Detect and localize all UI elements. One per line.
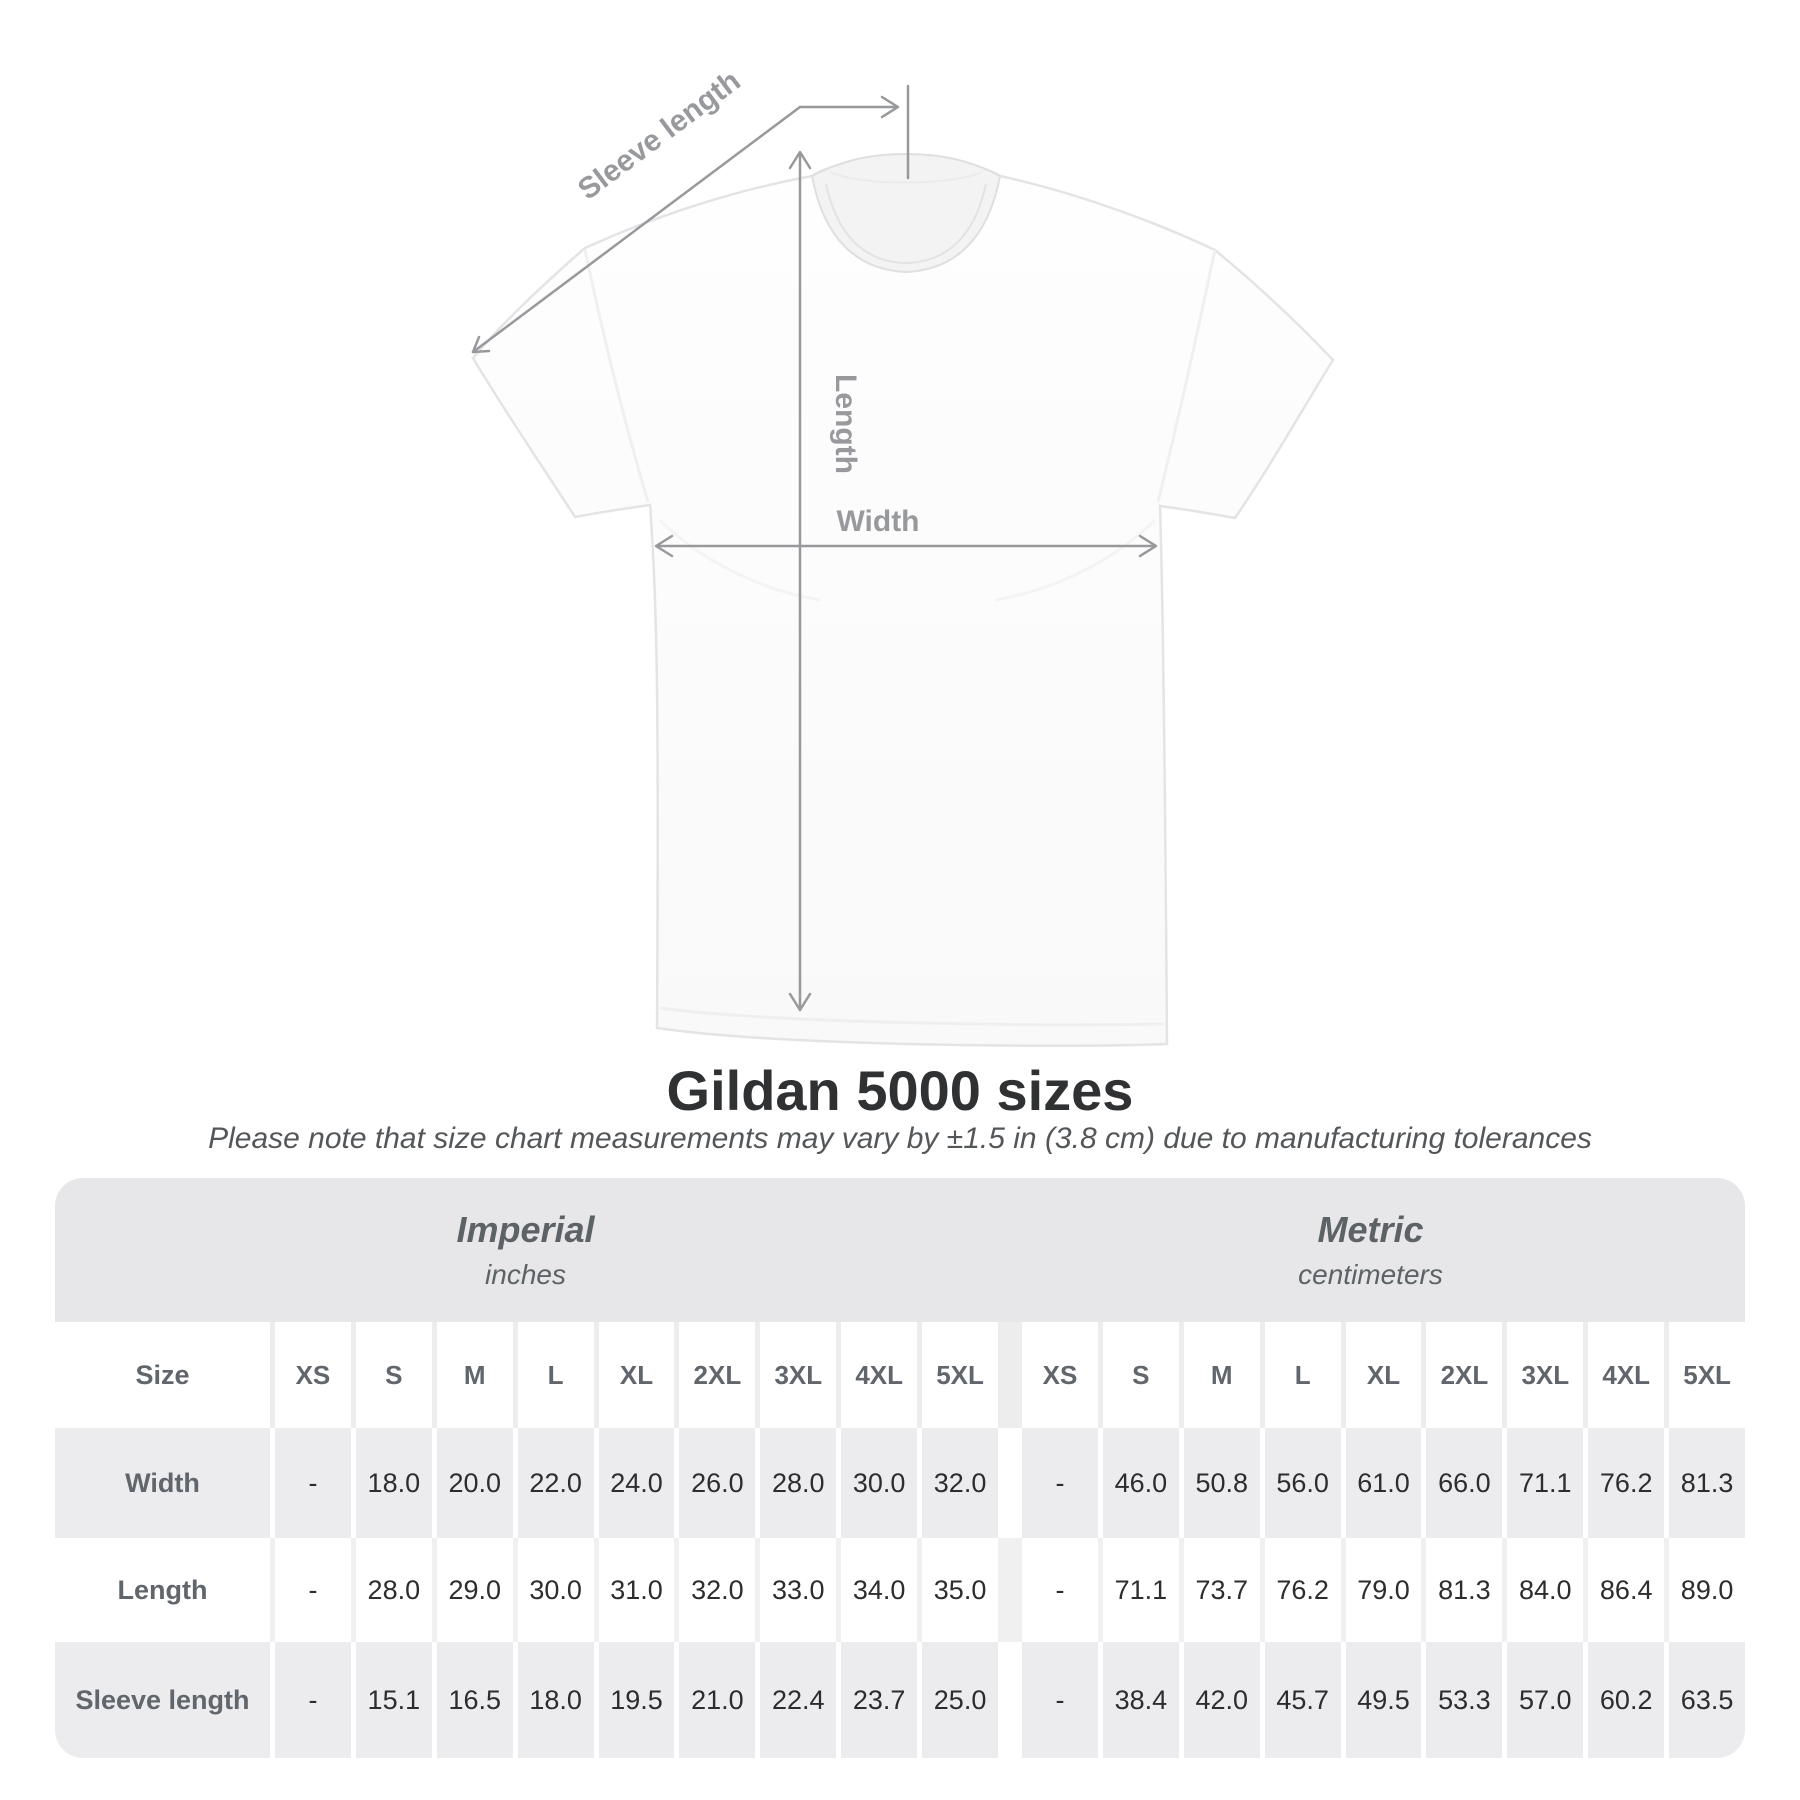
size-header-imperial-2xl: 2XL bbox=[674, 1322, 755, 1428]
tshirt-graphic bbox=[473, 154, 1333, 1046]
table-cell: 71.1 bbox=[1098, 1538, 1179, 1642]
table-row-length bbox=[55, 1538, 1745, 1642]
table-cell: 25.0 bbox=[917, 1642, 998, 1758]
group-gap bbox=[998, 1428, 1022, 1538]
table-cell: 89.0 bbox=[1664, 1538, 1745, 1642]
unit-group-imperial-sublabel: inches bbox=[485, 1259, 566, 1290]
group-gap bbox=[998, 1538, 1022, 1642]
group-gap bbox=[998, 1322, 1022, 1428]
unit-group-imperial-label: Imperial bbox=[456, 1209, 595, 1250]
table-row-sleeve-length bbox=[55, 1642, 1745, 1758]
table-cell: 60.2 bbox=[1583, 1642, 1664, 1758]
table-cell: 49.5 bbox=[1341, 1642, 1422, 1758]
size-header-imperial-xs: XS bbox=[270, 1322, 351, 1428]
size-table bbox=[55, 1178, 1745, 1758]
table-cell: 18.0 bbox=[351, 1428, 432, 1538]
table-cell: 33.0 bbox=[755, 1538, 836, 1642]
size-header-imperial-s: S bbox=[351, 1322, 432, 1428]
table-cell: 61.0 bbox=[1341, 1428, 1422, 1538]
table-cell: 42.0 bbox=[1179, 1642, 1260, 1758]
sleeve-length-label: Sleeve length bbox=[571, 64, 747, 207]
table-cell: 63.5 bbox=[1664, 1642, 1745, 1758]
table-cell: - bbox=[270, 1428, 351, 1538]
size-header-imperial-xl: XL bbox=[594, 1322, 675, 1428]
table-cell: 73.7 bbox=[1179, 1538, 1260, 1642]
table-cell: 45.7 bbox=[1260, 1642, 1341, 1758]
table-cell: 50.8 bbox=[1179, 1428, 1260, 1538]
table-cell: 22.0 bbox=[513, 1428, 594, 1538]
table-cell: - bbox=[270, 1538, 351, 1642]
row-label: Width bbox=[125, 1467, 200, 1498]
table-cell: - bbox=[270, 1642, 351, 1758]
size-header-imperial-l: L bbox=[513, 1322, 594, 1428]
size-header-metric-s: S bbox=[1098, 1322, 1179, 1428]
table-cell: 57.0 bbox=[1502, 1642, 1583, 1758]
group-gap bbox=[998, 1642, 1022, 1758]
row-label: Sleeve length bbox=[75, 1684, 250, 1715]
table-cell: 23.7 bbox=[836, 1642, 917, 1758]
size-column-header: Size bbox=[135, 1359, 190, 1390]
table-cell: 76.2 bbox=[1260, 1538, 1341, 1642]
size-header-metric-l: L bbox=[1260, 1322, 1341, 1428]
table-cell: 20.0 bbox=[432, 1428, 513, 1538]
table-cell: 28.0 bbox=[351, 1538, 432, 1642]
table-cell: 79.0 bbox=[1341, 1538, 1422, 1642]
table-cell: - bbox=[1055, 1684, 1065, 1715]
size-header-metric-xl: XL bbox=[1341, 1322, 1422, 1428]
size-header-imperial-5xl: 5XL bbox=[917, 1322, 998, 1428]
table-cell: 32.0 bbox=[917, 1428, 998, 1538]
page-subtitle: Please note that size chart measurements may vary by ±1.5 in (3.8 cm) due to manufacturing tolerances bbox=[208, 1122, 1592, 1155]
table-cell: 22.4 bbox=[755, 1642, 836, 1758]
table-cell: 53.3 bbox=[1421, 1642, 1502, 1758]
unit-group-metric-sublabel: centimeters bbox=[1298, 1259, 1443, 1290]
table-cell: 30.0 bbox=[836, 1428, 917, 1538]
size-header-imperial-4xl: 4XL bbox=[836, 1322, 917, 1428]
table-cell: 32.0 bbox=[674, 1538, 755, 1642]
table-cell: 30.0 bbox=[513, 1538, 594, 1642]
size-header-imperial-3xl: 3XL bbox=[755, 1322, 836, 1428]
table-cell: 66.0 bbox=[1421, 1428, 1502, 1538]
table-cell: 18.0 bbox=[513, 1642, 594, 1758]
size-header-metric-4xl: 4XL bbox=[1583, 1322, 1664, 1428]
size-header-metric-xs: XS bbox=[1042, 1359, 1078, 1390]
table-cell: 28.0 bbox=[755, 1428, 836, 1538]
table-cell: 46.0 bbox=[1098, 1428, 1179, 1538]
table-cell: - bbox=[1055, 1467, 1065, 1498]
unit-band bbox=[55, 1178, 1745, 1322]
table-header-row bbox=[55, 1322, 1745, 1428]
unit-group-imperial bbox=[55, 1178, 996, 1322]
size-header-imperial-m: M bbox=[432, 1322, 513, 1428]
table-cell: 81.3 bbox=[1421, 1538, 1502, 1642]
size-header-metric-5xl: 5XL bbox=[1664, 1322, 1745, 1428]
table-cell: 21.0 bbox=[674, 1642, 755, 1758]
table-cell: 19.5 bbox=[594, 1642, 675, 1758]
size-header-metric-m: M bbox=[1179, 1322, 1260, 1428]
table-row-width bbox=[55, 1428, 1745, 1538]
table-cell: 34.0 bbox=[836, 1538, 917, 1642]
table-cell: 16.5 bbox=[432, 1642, 513, 1758]
row-label: Length bbox=[117, 1574, 208, 1605]
table-cell: 24.0 bbox=[594, 1428, 675, 1538]
table-cell: 38.4 bbox=[1098, 1642, 1179, 1758]
table-cell: 31.0 bbox=[594, 1538, 675, 1642]
table-cell: 15.1 bbox=[351, 1642, 432, 1758]
table-cell: 76.2 bbox=[1583, 1428, 1664, 1538]
size-header-metric-2xl: 2XL bbox=[1421, 1322, 1502, 1428]
table-cell: 29.0 bbox=[432, 1538, 513, 1642]
table-cell: 35.0 bbox=[917, 1538, 998, 1642]
table-cell: 81.3 bbox=[1664, 1428, 1745, 1538]
table-cell: 71.1 bbox=[1502, 1428, 1583, 1538]
table-cell: - bbox=[1055, 1574, 1065, 1605]
length-label: Length bbox=[829, 374, 862, 474]
width-label: Width bbox=[836, 505, 920, 538]
table-cell: 26.0 bbox=[674, 1428, 755, 1538]
table-cell: 86.4 bbox=[1583, 1538, 1664, 1642]
page-title: Gildan 5000 sizes bbox=[666, 1059, 1134, 1122]
unit-group-metric bbox=[996, 1178, 1745, 1322]
unit-group-metric-label: Metric bbox=[1317, 1209, 1424, 1250]
size-header-metric-3xl: 3XL bbox=[1502, 1322, 1583, 1428]
table-cell: 56.0 bbox=[1260, 1428, 1341, 1538]
table-cell: 84.0 bbox=[1502, 1538, 1583, 1642]
